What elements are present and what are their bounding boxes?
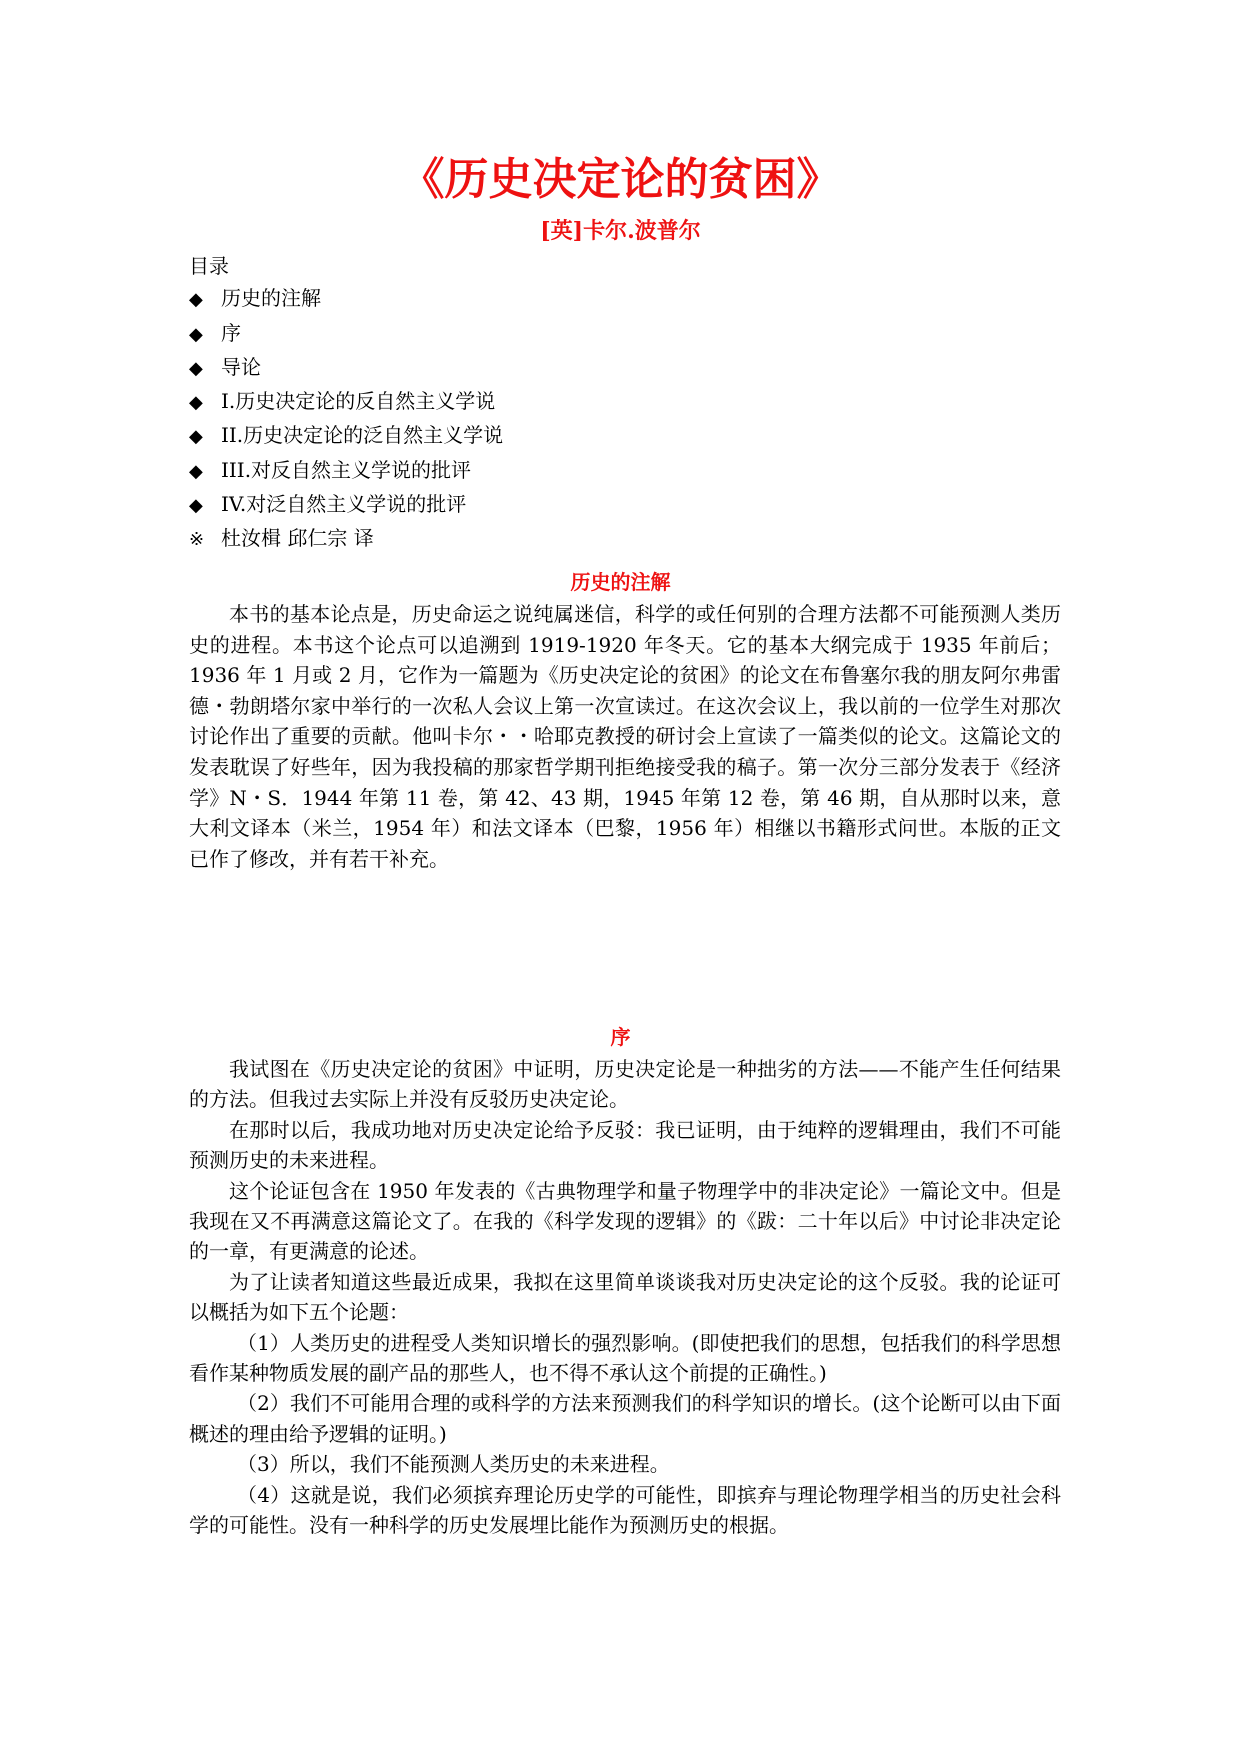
history-note-body (189, 599, 1061, 874)
toc-item-label: 导论 (221, 354, 261, 379)
toc-item-introduction[interactable] (189, 351, 1049, 385)
paragraph: 在那时以后，我成功地对历史决定论给予反驳：我已证明，由于纯粹的逻辑理由，我们不可能预测历史的未来进程。 (189, 1117, 1061, 1173)
toc-item-label: 历史的注解 (221, 286, 321, 311)
toc-item-chapter-3[interactable] (189, 454, 1049, 488)
paragraph: 这个论证包含在 1950 年发表的《古典物理学和量子物理学中的非决定论》一篇论文中。但是我现在又不再满意这篇论文了。在我的《科学发现的逻辑》的《跋：二十年以后》中讨论非决定论的一章，有更满意的论述。 (189, 1178, 1061, 1264)
toc-item-label: I.历史决定论的反自然主义学说 (221, 389, 496, 414)
thesis-item: （2）我们不可能用合理的或科学的方法来预测我们的科学知识的增长。(这个论断可以由下面概述的理由给予逻辑的证明。) (189, 1391, 1061, 1446)
table-of-contents (189, 250, 1049, 557)
toc-item-label: 序 (221, 320, 241, 345)
toc-item-label: II.历史决定论的泛自然主义学说 (221, 423, 504, 448)
toc-item-label: III.对反自然主义学说的批评 (221, 457, 472, 482)
thesis-item: （1）人类历史的进程受人类知识增长的强烈影响。(即使把我们的思想，包括我们的科学思想看作某种物质发展的副产品的那些人，也不得不承认这个前提的正确性。) (189, 1330, 1061, 1386)
diamond-bullet-icon: ◆ (189, 392, 203, 414)
diamond-bullet-icon: ◆ (189, 426, 203, 448)
toc-heading: 目录 (189, 254, 229, 278)
toc-item-chapter-4[interactable] (189, 488, 1049, 522)
toc-item-preface[interactable] (189, 317, 1049, 351)
diamond-bullet-icon: ◆ (189, 460, 203, 482)
paragraph: 为了让读者知道这些最近成果，我拟在这里简单谈谈我对历史决定论的这个反驳。我的论证可以概括为如下五个论题： (189, 1269, 1061, 1325)
translator-names: 杜汝楫 邱仁宗 译 (221, 526, 374, 551)
section-heading-preface: 序 (610, 1025, 631, 1049)
diamond-bullet-icon: ◆ (189, 495, 203, 517)
translator-credit (189, 522, 1049, 556)
toc-item-chapter-2[interactable] (189, 419, 1049, 453)
author-line: [英]卡尔.波普尔 (540, 218, 701, 244)
diamond-bullet-icon: ◆ (189, 323, 203, 345)
preface-body (189, 1054, 1061, 1541)
book-title: 《历史决定论的贫困》 (400, 154, 841, 205)
toc-list (189, 282, 1049, 556)
toc-item-label: IV.对泛自然主义学说的批评 (221, 492, 467, 517)
thesis-item: （4）这就是说，我们必须摈弃理论历史学的可能性，即摈弃与理论物理学相当的历史社会科学的可能性。没有一种科学的历史发展埋比能作为预测历史的根据。 (189, 1482, 1061, 1538)
diamond-bullet-icon: ◆ (189, 357, 203, 379)
thesis-item: （3）所以，我们不能预测人类历史的未来进程。 (237, 1452, 670, 1477)
diamond-bullet-icon: ◆ (189, 289, 203, 311)
reference-mark-icon: ※ (189, 529, 205, 551)
paragraph: 本书的基本论点是，历史命运之说纯属迷信，科学的或任何别的合理方法都不可能预测人类历史的进程。本书这个论点可以追溯到 1919-1920 年冬天。它的基本大纲完成于 1935 年前后；1936 年 1 月或 2 月，它作为一篇题为《历史决定论的贫困》的论文在布鲁塞尔我的朋友阿尔弗雷德・勃朗塔尔家中举行的一次私人会议上第一次宣读过。在这次会议上，我以前的一位学生对那次讨论作出了重要的贡献。他叫卡尔・・哈耶克教授的研讨会上宣读了一篇类似的论文。这篇论文的发表耽误了好些年，因为我投稿的那家哲学期刊拒绝接受我的稿子。第一次分三部分发表于《经济学》N・S．1944 年第 11 卷，第 42、43 期，1945 年第 12 卷，第 46 期，自从那时以来，意大利文译本（米兰，1954 年）和法文译本（巴黎，1956 年）相继以书籍形式问世。本版的正文已作了修改，并有若干补充。 (189, 602, 1061, 871)
toc-item-chapter-1[interactable] (189, 385, 1049, 419)
section-heading-history-note: 历史的注解 (570, 570, 671, 594)
toc-item-history-note[interactable] (189, 282, 1049, 316)
paragraph: 我试图在《历史决定论的贫困》中证明，历史决定论是一种拙劣的方法——不能产生任何结果的方法。但我过去实际上并没有反驳历史决定论。 (189, 1057, 1061, 1112)
